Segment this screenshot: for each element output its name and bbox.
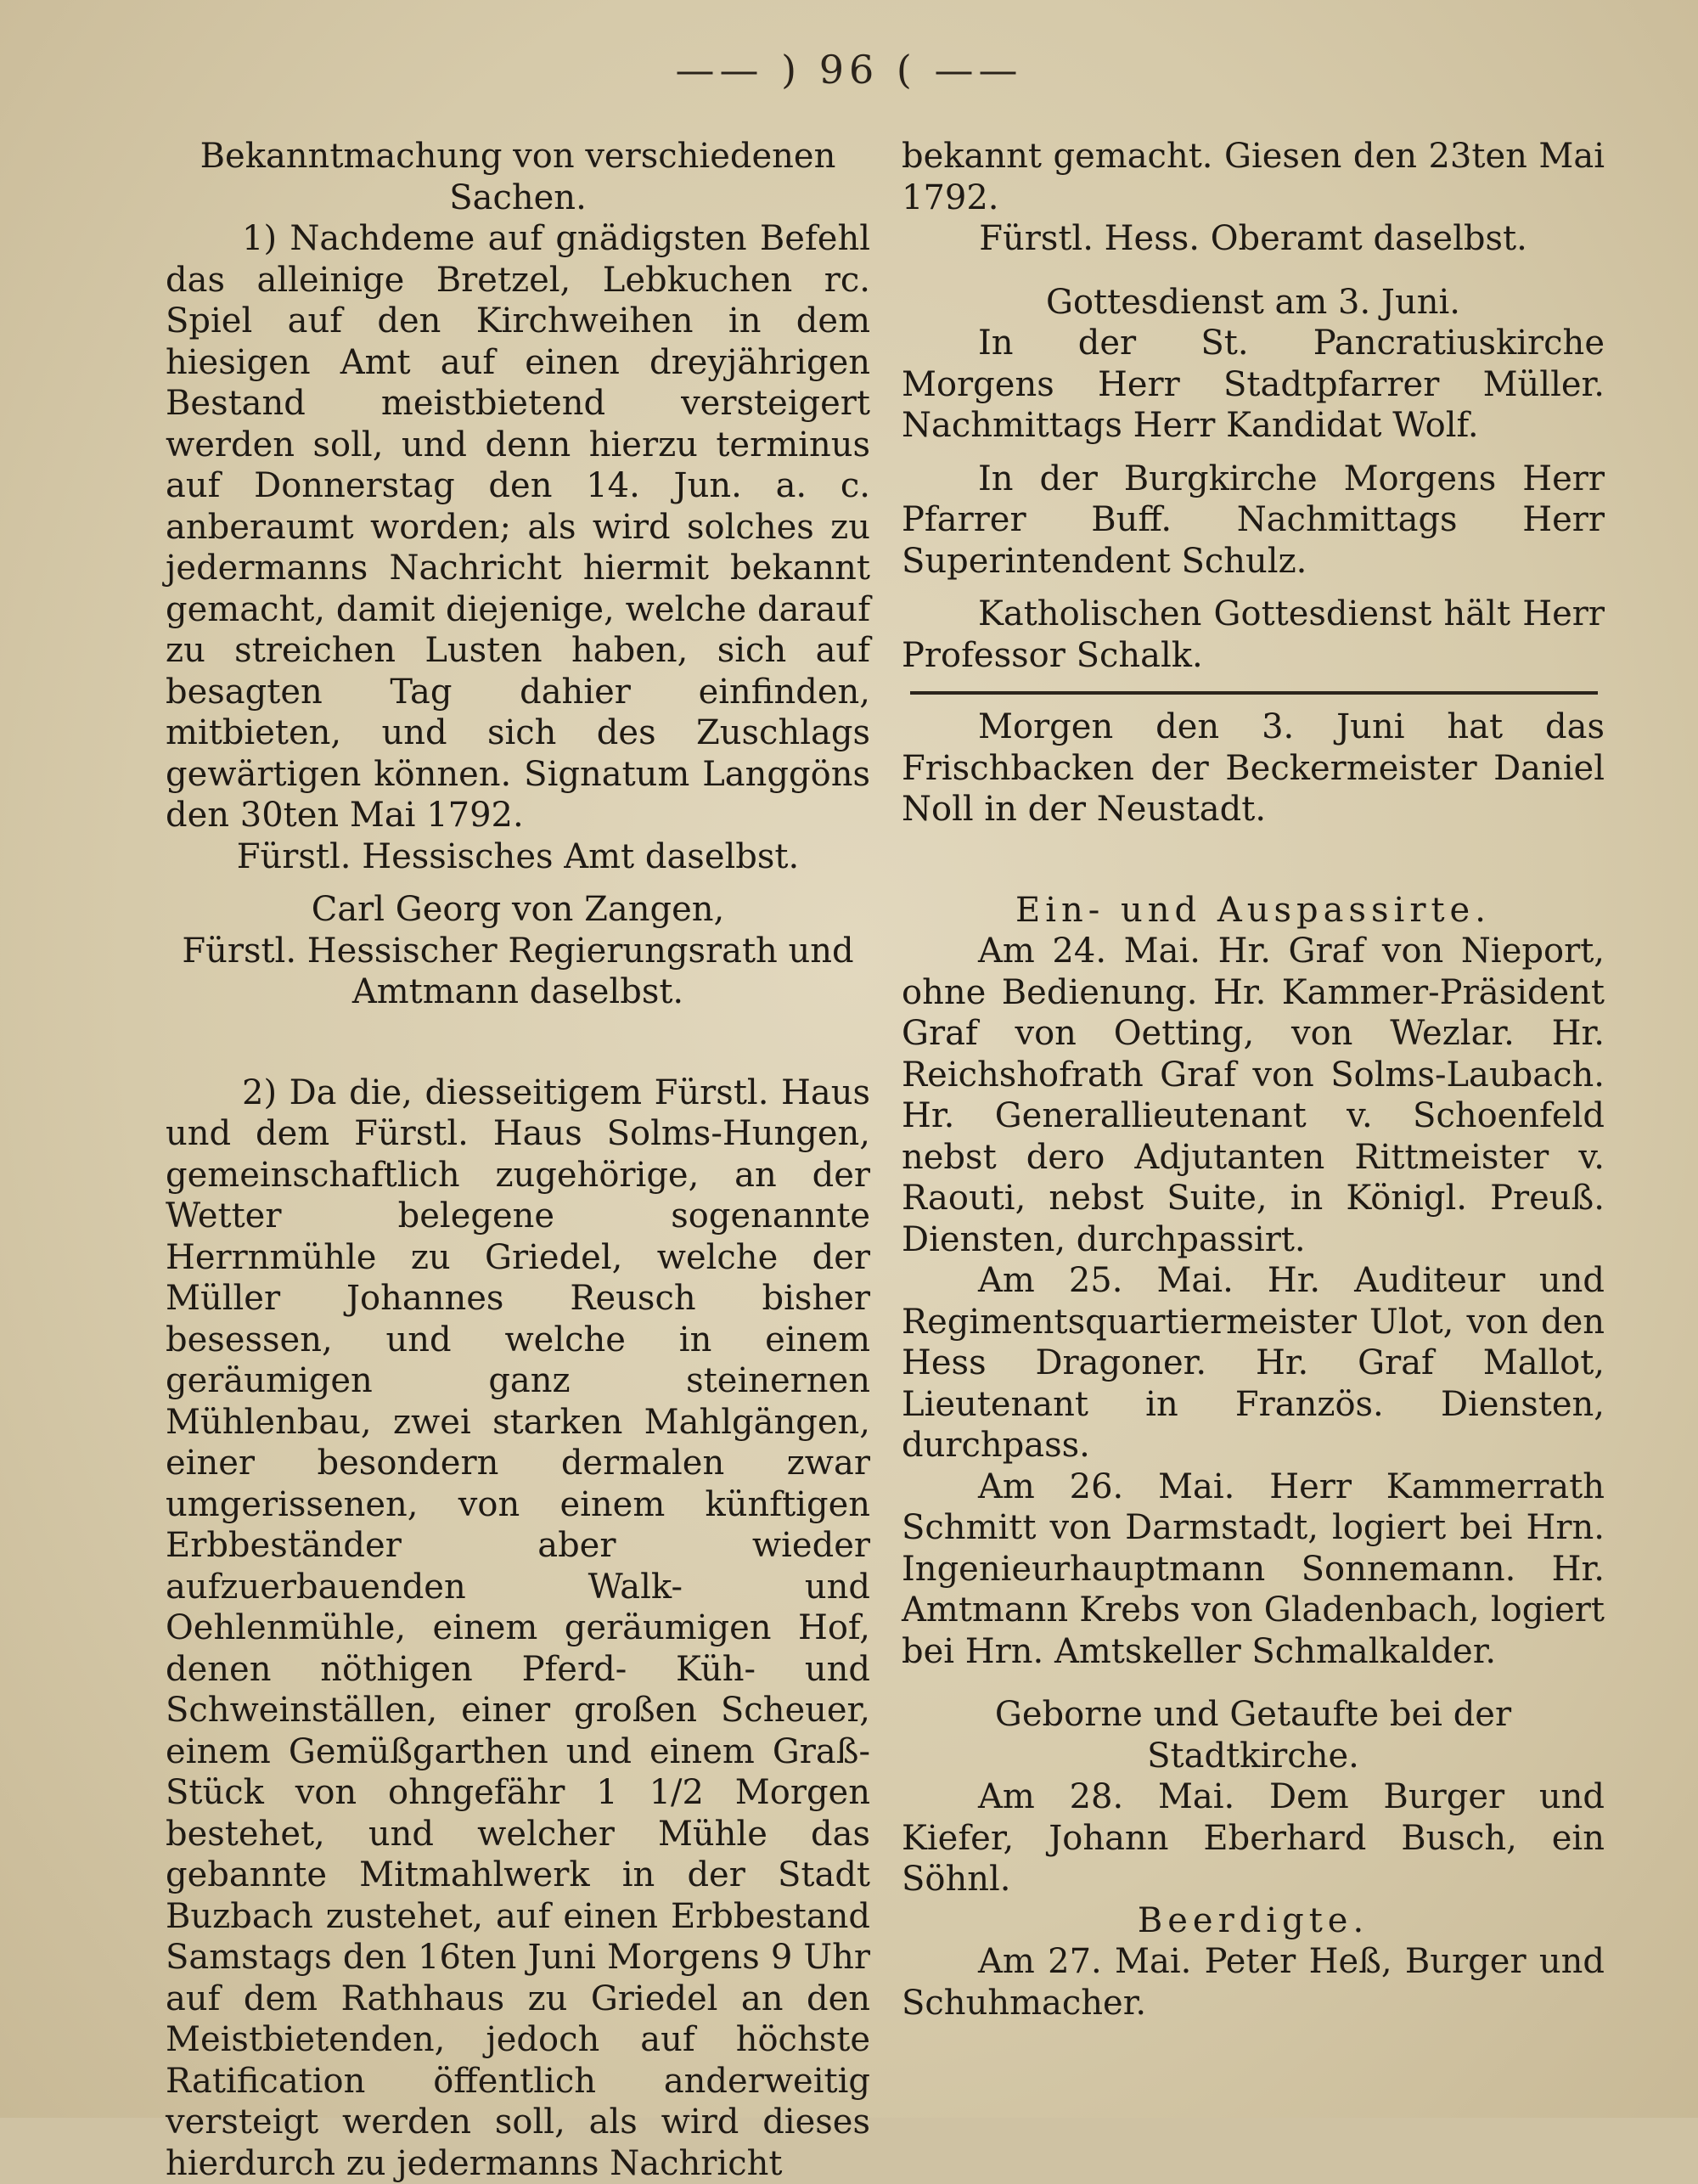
burials-27-may: Am 27. Mai. Peter Heß, Burger und Schuhmacher. — [902, 1941, 1605, 2024]
notice-1-signature-office: Fürstl. Hessisches Amt daselbst. — [166, 836, 870, 878]
travelers-25-may: Am 25. Mai. Hr. Auditeur und Regimentsquartiermeister Ulot, von den Hess Dragoner. Hr. Graf Mallot, Lieutenant in Französ. Diensten, durchpass. — [902, 1260, 1605, 1466]
section-divider — [910, 691, 1598, 695]
service-catholic: Katholischen Gottesdienst hält Herr Professor Schalk. — [902, 594, 1605, 676]
section-title-services: Gottesdienst am 3. Juni. — [902, 282, 1605, 324]
notice-1-signature-title: Fürstl. Hessischer Regierungsrath und Amtmann daselbst. — [166, 931, 870, 1013]
section-title-travelers: Ein- und Auspassirte. — [902, 890, 1605, 932]
notice-2-signature: Fürstl. Hess. Oberamt daselbst. — [902, 218, 1605, 260]
section-title-burials: Beerdigte. — [902, 1900, 1605, 1942]
notice-2-body: 2) Da die, diesseitigem Fürstl. Haus und dem Fürstl. Haus Solms-Hungen, gemeinschaftlich zugehörige, an der Wetter belegene sogenannte Herrnmühle zu Griedel, welche der Müller Johannes Reusch bisher besessen, und welche in einem geräumigen ganz steinernen Mühlenbau, zwei starken Mahlgängen, einer besondern dermalen zwar umgerissenen, von einem künftigen Erbbeständer aber wieder aufzuerbauenden Walk- und Oehlenmühle, einem geräumigen Hof, denen nöthigen Pferd- Küh- und Schweinställen, einer großen Scheuer, einem Gemüßgarthen und einem Graß-Stück von ohngefähr 1 1/2 Morgen bestehet, und welcher Mühle das gebannte Mitmahlwerk in der Stadt Buzbach zustehet, auf einen Erbbestand Samstags den 16ten Juni Morgens 9 Uhr auf dem Rathhaus zu Griedel an den Meistbietenden, jedoch auf höchste Ratification öffentlich anderweitig versteigt werden soll, als wird dieses hierdurch zu jedermanns Nachricht — [166, 1072, 870, 2184]
left-column — [166, 136, 870, 2184]
notice-1-signature-name: Carl Georg von Zangen, — [166, 889, 870, 931]
right-column — [902, 136, 1605, 2024]
travelers-24-may: Am 24. Mai. Hr. Graf von Nieport, ohne Bedienung. Hr. Kammer-Präsident Graf von Oetting, von Wezlar. Hr. Reichshofrath Graf von Solms-Laubach. Hr. Generallieutenant v. Schoenfeld nebst dero Adjutanten Rittmeister v. Raouti, nebst Suite, in Königl. Preuß. Diensten, durchpassirt. — [902, 931, 1605, 1260]
notice-1-body: 1) Nachdeme auf gnädigsten Befehl das alleinige Bretzel, Lebkuchen rc. Spiel auf den Kirchweihen in dem hiesigen Amt auf einen dreyjährigen Bestand meistbietend versteigert werden soll, und denn hierzu terminus auf Donnerstag den 14. Jun. a. c. anberaumt worden; als wird solches zu jedermanns Nachricht hiermit bekannt gemacht, damit diejenige, welche darauf zu streichen Lusten haben, sich auf besagten Tag dahier einfinden, mitbieten, und sich des Zuschlags gewärtigen können. Signatum Langgöns den 30ten Mai 1792. — [166, 218, 870, 836]
travelers-26-may: Am 26. Mai. Herr Kammerrath Schmitt von Darmstadt, logiert bei Hrn. Ingenieurhauptmann Sonnemann. Hr. Amtmann Krebs von Gladenbach, logiert bei Hrn. Amtskeller Schmalkalder. — [902, 1466, 1605, 1673]
page-number-header: —— ) 96 ( —— — [0, 47, 1698, 93]
section-title-announcements: Bekanntmachung von verschiedenen Sachen. — [166, 136, 870, 218]
section-title-births: Geborne und Getaufte bei der Stadtkirche. — [902, 1694, 1605, 1776]
service-pancratius: In der St. Pancratiuskirche Morgens Herr Stadtpfarrer Müller. Nachmittags Herr Kandidat Wolf. — [902, 323, 1605, 447]
notice-2-continuation: bekannt gemacht. Giesen den 23ten Mai 1792. — [902, 136, 1605, 218]
service-burgkirche: In der Burgkirche Morgens Herr Pfarrer Buff. Nachmittags Herr Superintendent Schulz. — [902, 459, 1605, 583]
baker-notice: Morgen den 3. Juni hat das Frischbacken der Beckermeister Daniel Noll in der Neustadt. — [902, 706, 1605, 830]
births-28-may: Am 28. Mai. Dem Burger und Kiefer, Johann Eberhard Busch, ein Söhnl. — [902, 1776, 1605, 1900]
